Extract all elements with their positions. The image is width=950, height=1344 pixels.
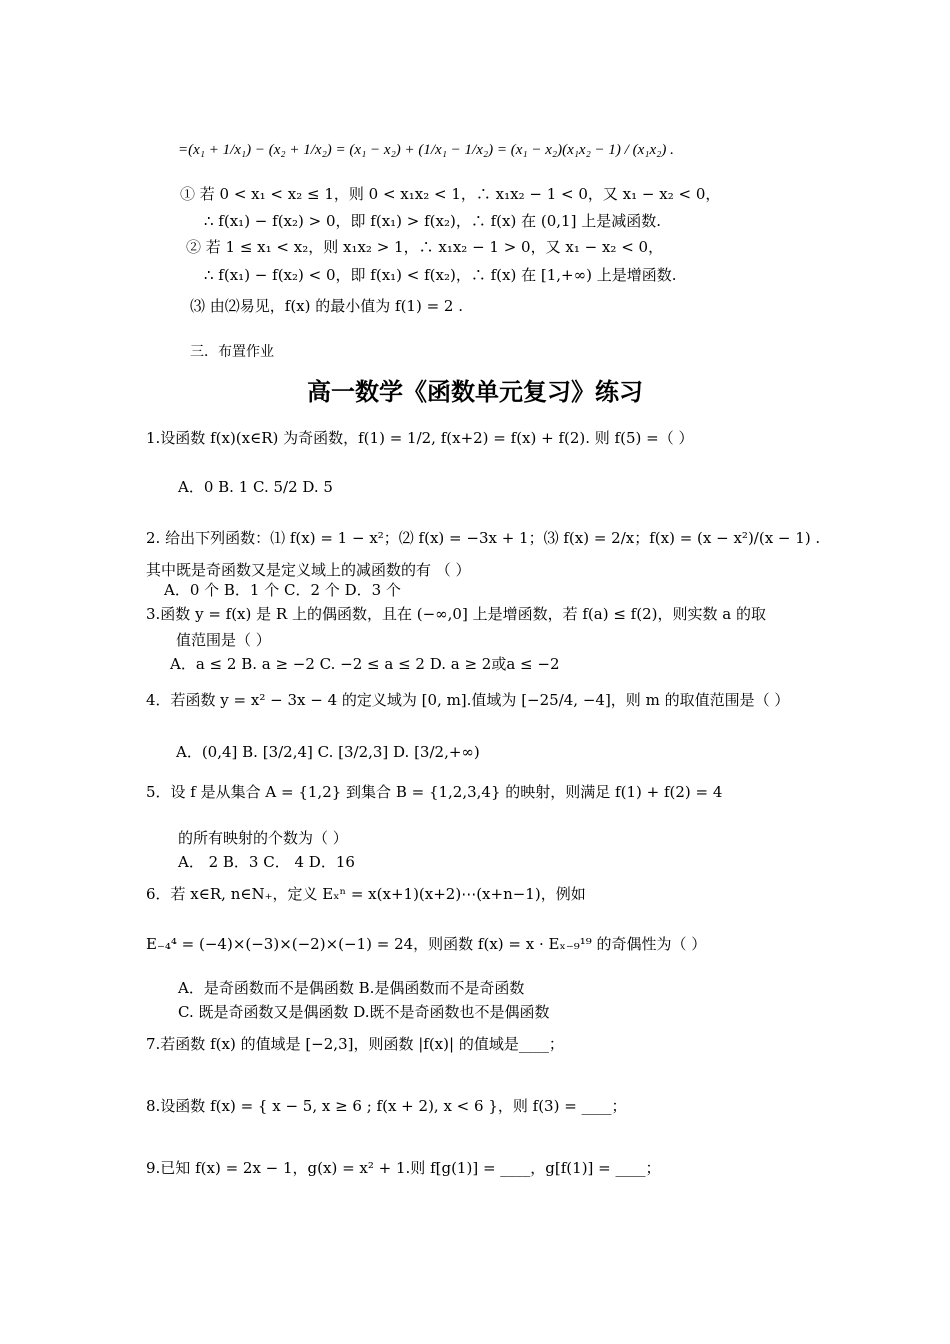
question-1: 1.设函数 f(x)(x∈R) 为奇函数，f(1) = 1/2, f(x+2) = f(x) + f(2). 则 f(5) =（ ） bbox=[146, 429, 694, 447]
question-6-continued: E₋₄⁴ = (−4)×(−3)×(−2)×(−1) = 24，则函数 f(x) = x · Eₓ₋₉¹⁹ 的奇偶性为（ ） bbox=[146, 935, 707, 953]
question-1-options: A．0 B. 1 C. 5/2 D. 5 bbox=[178, 478, 333, 496]
question-9: 9.已知 f(x) = 2x − 1，g(x) = x² + 1.则 f[g(1)] = ____，g[f(1)] = ____； bbox=[146, 1159, 661, 1177]
question-7: 7.若函数 f(x) 的值域是 [−2,3]，则函数 |f(x)| 的值域是____； bbox=[146, 1035, 564, 1053]
question-2-prompt: 其中既是奇函数又是定义域上的减函数的有 （ ） bbox=[146, 561, 471, 579]
question-2-options: A．0 个 B．1 个 C．2 个 D．3 个 bbox=[164, 581, 401, 599]
case-1-conclusion: ∴ f(x₁) − f(x₂) > 0，即 f(x₁) > f(x₂)，∴ f(x) 在 (0,1] 上是减函数. bbox=[204, 212, 661, 230]
question-4-options: A．(0,4] B. [3/2,4] C. [3/2,3] D. [3/2,+∞) bbox=[176, 743, 480, 761]
question-5-options: A． 2 B．3 C． 4 D．16 bbox=[178, 853, 355, 871]
question-3-continued: 值范围是（ ） bbox=[176, 631, 271, 649]
question-4: 4．若函数 y = x² − 3x − 4 的定义域为 [0, m].值域为 [−25/4, −4]，则 m 的取值范围是（ ） bbox=[146, 691, 790, 709]
case-2-condition: ② 若 1 ≤ x₁ < x₂，则 x₁x₂ > 1，∴ x₁x₂ − 1 > 0，又 x₁ − x₂ < 0， bbox=[186, 238, 664, 256]
question-5: 5．设 f 是从集合 A = {1,2} 到集合 B = {1,2,3,4} 的映射，则满足 f(1) + f(2) = 4 bbox=[146, 783, 723, 801]
question-3: 3.函数 y = f(x) 是 R 上的偶函数，且在 (−∞,0] 上是增函数，若 f(a) ≤ f(2)，则实数 a 的取 bbox=[146, 605, 766, 623]
solution-equation-line: =(x₁ + 1/x₁) − (x₂ + 1/x₂) = (x₁ − x₂) + (1/x₁ − 1/x₂) = (x₁ − x₂)(x₁x₂ − 1) / (x₁x₂) . bbox=[178, 142, 674, 158]
case-2-conclusion: ∴ f(x₁) − f(x₂) < 0，即 f(x₁) < f(x₂)，∴ f(x) 在 [1,+∞) 上是增函数. bbox=[204, 266, 677, 284]
question-6-options-ab: A．是奇函数而不是偶函数 B.是偶函数而不是奇函数 bbox=[178, 979, 525, 997]
question-8: 8.设函数 f(x) = { x − 5, x ≥ 6 ; f(x + 2), x < 6 }，则 f(3) = ____； bbox=[146, 1097, 627, 1115]
question-3-options: A．a ≤ 2 B. a ≥ −2 C. −2 ≤ a ≤ 2 D. a ≥ 2或a ≤ −2 bbox=[170, 655, 560, 673]
question-6: 6．若 x∈R, n∈N₊，定义 Eₓⁿ = x(x+1)(x+2)⋯(x+n−1)，例如 bbox=[146, 885, 586, 903]
question-2: 2. 给出下列函数：⑴ f(x) = 1 − x²；⑵ f(x) = −3x + 1；⑶ f(x) = 2/x；f(x) = (x − x²)/(x − 1) . bbox=[146, 529, 821, 547]
page-title: 高一数学《函数单元复习》练习 bbox=[307, 378, 643, 406]
minimum-value-line: ⑶ 由⑵易见，f(x) 的最小值为 f(1) = 2 . bbox=[190, 297, 464, 315]
question-6-options-cd: C. 既是奇函数又是偶函数 D.既不是奇函数也不是偶函数 bbox=[178, 1003, 550, 1021]
question-5-continued: 的所有映射的个数为（ ） bbox=[178, 829, 348, 847]
section-heading-homework: 三．布置作业 bbox=[190, 344, 274, 360]
case-1-condition: ① 若 0 < x₁ < x₂ ≤ 1，则 0 < x₁x₂ < 1，∴ x₁x₂ − 1 < 0，又 x₁ − x₂ < 0， bbox=[180, 185, 721, 203]
